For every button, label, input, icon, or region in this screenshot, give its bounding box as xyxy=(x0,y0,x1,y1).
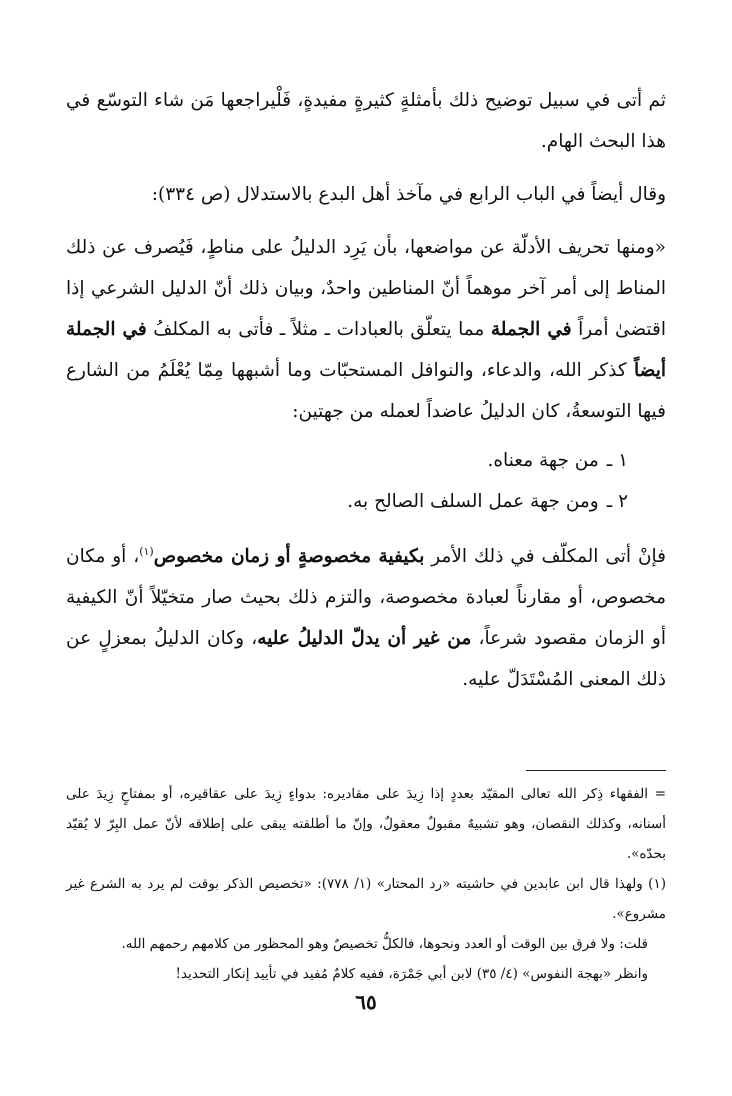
footnote-1: (١) ولهذا قال ابن عابدين في حاشيته «رد المحتار» (١/ ٧٧٨): «تخصيص الذكر بوقت لم يرد به الشرع غير مشروع». xyxy=(66,876,666,922)
paragraph-intro: ثم أتى في سبيل توضيح ذلك بأمثلةٍ كثيرةٍ مفيدةٍ، فَلْيراجعها مَن شاء التوسّع في هذا البحث الهام. xyxy=(66,90,666,152)
list-item-number: ٢ ـ xyxy=(606,491,628,512)
main-text xyxy=(66,80,666,712)
paragraph-quote-lead: وقال أيضاً في الباب الرابع في مآخذ أهل البدع بالاستدلال (ص ٣٣٤): xyxy=(151,184,666,205)
footnote-divider xyxy=(526,770,666,771)
footnote-1-note: قلت: ولا فرق بين الوقت أو العدد ونحوها، فالكلُّ تخصيصٌ وهو المحظور من كلامهم رحمهم الله. xyxy=(121,936,648,952)
conditions-bold-1: بكيفية مخصوصةٍ أو زمان مخصوص xyxy=(153,546,425,567)
list-item xyxy=(66,481,666,522)
paragraph-conditions xyxy=(66,536,666,700)
list-item-number: ١ ـ xyxy=(606,450,628,471)
conditions-text-2: ، أو مكان مخصوص، أو مقارناً لعبادة مخصوصة، والتزم ذلك بحيث صار متخيّلاً أنّ الكيفية أو الزمان مقصود شرعاً، xyxy=(66,546,666,649)
footnote-1-reference: وانظر «بهجة النفوس» (٤/ ٣٥) لابن أبي جَمْرَة، ففيه كلامٌ مُفيد في تأييد إنكار التحديد! xyxy=(175,966,648,982)
conditions-bold-2: من غير أن يدلّ الدليلُ عليه xyxy=(257,628,472,649)
list-item xyxy=(66,440,666,481)
paragraph-quote xyxy=(66,227,666,432)
conditions-text-3: ، وكان الدليلُ بمعزلٍ عن ذلك المعنى المُسْتَدَلّ عليه. xyxy=(66,628,666,690)
footnotes-section xyxy=(66,770,666,989)
footnote-ref-1[interactable]: (١) xyxy=(139,545,154,558)
page-number: ٦٥ xyxy=(355,990,377,1014)
quote-bold-1: في الجملة xyxy=(490,319,572,340)
quote-text-1: «ومنها تحريف الأدلّة عن مواضعها، بأن يَرِد الدليلُ على مناطٍ، فَيُصرف عن ذلك المناط إلى أمر آخر موهماً أنّ المناطين واحدٌ، وبيان ذلك أنّ الدليل الشرعي إذا اقتضىٰ أمراً xyxy=(66,237,666,340)
footnote-continuation xyxy=(66,779,666,869)
list-item-text: ومن جهة عمل السلف الصالح به. xyxy=(347,491,599,512)
list-item-text: من جهة معناه. xyxy=(487,450,599,471)
footnote-continuation-text: الفقهاء ذِكر الله تعالى المقيّد بعددٍ إذا زِيدَ على مقاديره: بدواءٍ زِيدَ على عقاقيره، أو بمفتاحٍ زِيدَ على أسنانه، وكذلك النقصان، وهو تشبيهٌ مقبولٌ معقولٌ، وإنّ ما أطلقته يبقى على إطلاقه لأنّ عمل البِرّ لا يُقيّد بحدّه». xyxy=(66,786,666,862)
conditions-text-1: فإنْ أتى المكلّف في ذلك الأمر xyxy=(424,546,667,567)
quote-text-3: كذكر الله، والدعاء، والنوافل المستحبّات وما أشبهها مِمّا يُعْلَمُ من الشارع فيها التوسعةُ، كان الدليلُ عاضداً لعمله من جهتين: xyxy=(66,360,666,422)
quote-text-2: مما يتعلّق بالعبادات ـ مثلاً ـ فأتى به المكلفُ xyxy=(146,319,491,340)
quote-bold-2: في الجملة أيضاً xyxy=(66,319,666,381)
numbered-list xyxy=(66,440,666,522)
continuation-marker: = xyxy=(654,786,666,802)
